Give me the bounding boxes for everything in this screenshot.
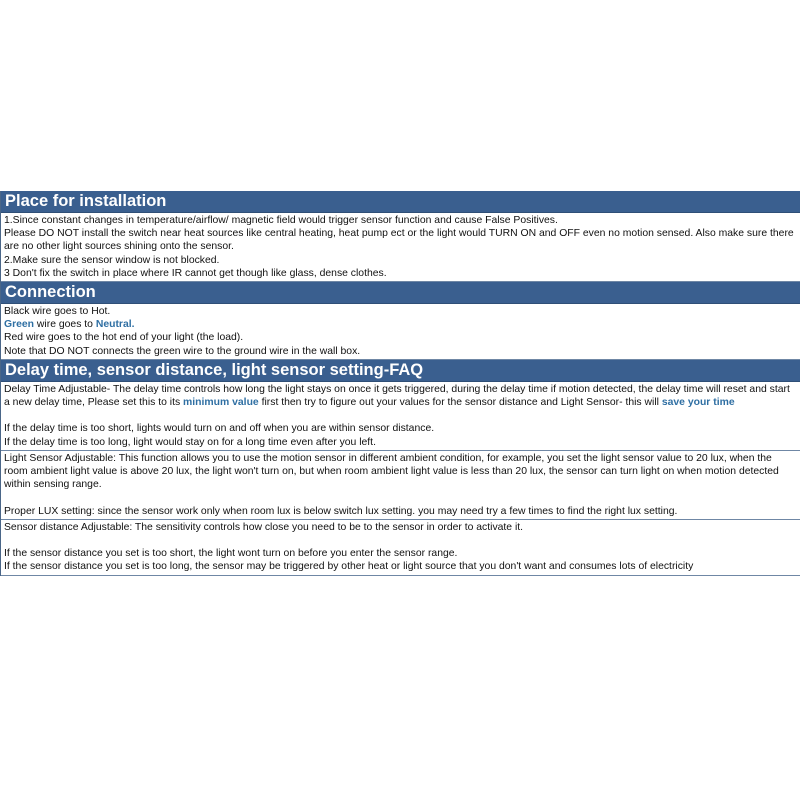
connection-line-2-end: . [131, 319, 135, 331]
faq-sheet [0, 191, 800, 576]
delay-short-note: If the delay time is too short, lights would turn on and off when you are within sensor distance. [4, 423, 435, 435]
installation-line-4: 3 Don't fix the switch in place where IR cannot get though like glass, dense clothes. [4, 267, 387, 279]
spacer [4, 534, 797, 547]
distance-short-note: If the sensor distance you set is too short, the light wont turn on before you enter the sensor range. [4, 548, 458, 560]
connection-line-4: Note that DO NOT connects the green wire to the ground wire in the wall box. [4, 345, 361, 357]
installation-line-3: 2.Make sure the sensor window is not blocked. [4, 254, 220, 266]
delay-text-part-1: Delay Time Adjustable- The delay time controls how long the light stays on once it gets triggered, during the delay time if motion detected, the delay time will reset and start a new delay time, Please set this to its [4, 383, 790, 409]
connection-line-1: Black wire goes to Hot. [4, 306, 111, 318]
connection-cell [1, 304, 800, 360]
spacer [4, 491, 797, 504]
connection-header: Connection [1, 282, 800, 304]
sensor-distance-cell [1, 520, 800, 576]
delay-time-text [4, 383, 797, 409]
installation-cell [1, 213, 800, 282]
delay-time-cell [1, 382, 800, 451]
installation-line-2: Please DO NOT install the switch near heat sources like central heating, heat pump ect or the light would TURN ON and OFF even no motion sensed. Also make sure there are no other light sources shining onto the sensor. [4, 228, 794, 253]
connection-line-3: Red wire goes to the hot end of your light (the load). [4, 332, 244, 344]
installation-line-1: 1.Since constant changes in temperature/airflow/ magnetic field would trigger sensor function and cause False Positives. [4, 215, 558, 226]
green-label: Green [4, 319, 35, 331]
spacer [4, 409, 797, 422]
connection-line-2-text: wire goes to [34, 319, 96, 331]
installation-header: Place for installation [1, 191, 800, 213]
light-sensor-text: Light Sensor Adjustable: This function allows you to use the motion sensor in different ambient condition, for example, you set the light sensor value to 20 lux, when the room ambient light value is above 20 lux, the light won't turn on, but when room ambient light value is less than 20 lux, the sensor can turn light on when motion detected within sensing range. [4, 452, 779, 491]
save-time-highlight: save your time [661, 397, 735, 409]
light-sensor-cell [1, 451, 800, 520]
neutral-label: Neutral [95, 319, 132, 331]
delay-text-part-2: first then try to figure out your values for the sensor distance and Light Sensor- this will [258, 397, 662, 409]
faq-header: Delay time, sensor distance, light sensor setting-FAQ [1, 360, 800, 382]
minimum-value-highlight: minimum value [183, 397, 259, 409]
connection-line-2 [4, 318, 797, 331]
proper-lux-note: Proper LUX setting: since the sensor work only when room lux is below switch lux setting. you may need try a few times to find the right lux setting. [4, 505, 678, 517]
sensor-distance-text: Sensor distance Adjustable: The sensitivity controls how close you need to be to the sensor in order to activate it. [4, 521, 524, 533]
delay-long-note: If the delay time is too long, light would stay on for a long time even after you left. [4, 436, 376, 448]
distance-long-note: If the sensor distance you set is too long, the sensor may be triggered by other heat or light source that you don't want and consumes lots of electricity [4, 561, 694, 573]
